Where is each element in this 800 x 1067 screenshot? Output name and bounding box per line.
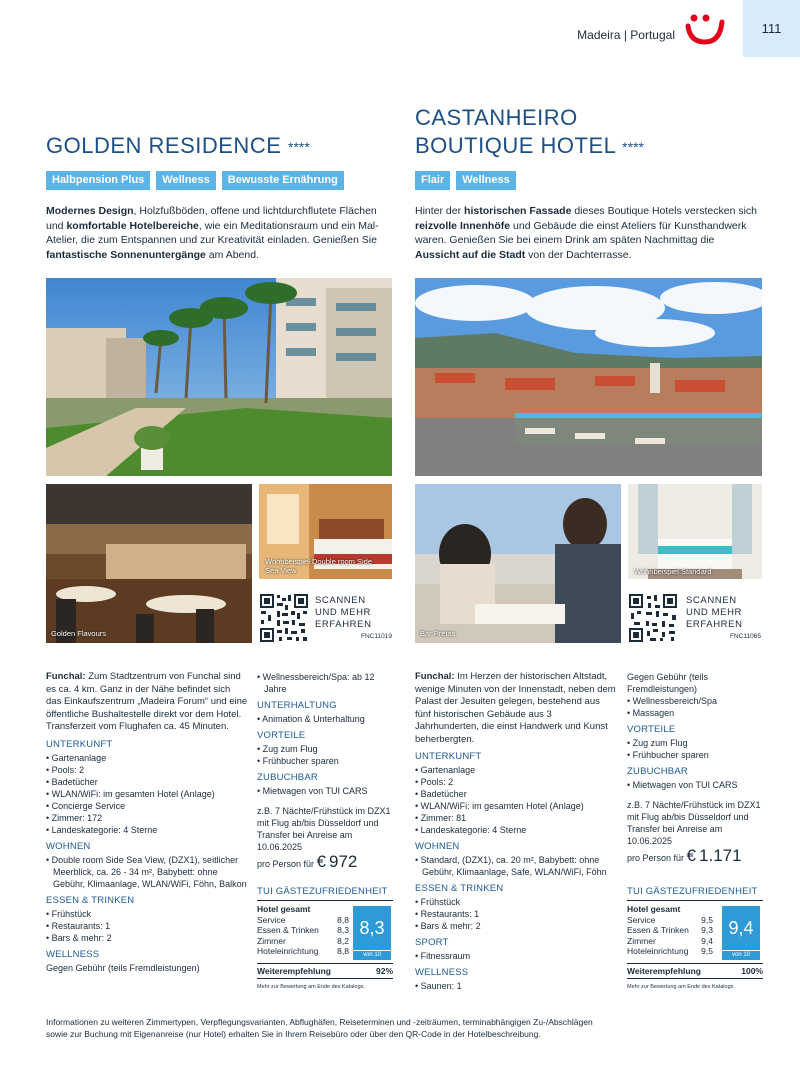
- list-item: • Mietwagen von TUI CARS: [257, 785, 393, 797]
- rating-value: 8,8: [337, 914, 349, 925]
- intro-text: , Holzfußböden, offene und lichtdurchflutete Flächen und: [46, 205, 377, 232]
- location-text: Zum Stadtzentrum von Funchal sind es ca. 4 km. Ganz in der Nähe befindet sich das Einkaufszentrum „Madeira Forum“ und eine öffentliche Bushaltestelle direkt vor dem Hotel. Transferzeit vom Flughafen ca. 45 Minuten.: [46, 671, 248, 732]
- list-item: • Pools: 2: [415, 776, 617, 788]
- recommend-value: 100%: [741, 966, 763, 976]
- hotel-2-rating-title: TUI GÄSTEZUFRIEDENHEIT: [627, 886, 758, 897]
- hotel-2-rating-table: [627, 904, 713, 957]
- list-item: • Zimmer: 172: [46, 812, 248, 824]
- page-number: 111: [743, 0, 800, 57]
- hotel-1-tags: [46, 171, 344, 190]
- hotel-2-rating-note: Mehr zur Bewertung am Ende des Katalogs.: [627, 984, 735, 990]
- footer-note: [46, 1016, 762, 1040]
- hotel-1-scan-label: [315, 595, 372, 631]
- location-label: Funchal:: [46, 671, 86, 682]
- list-item: • Wellnessbereich/Spa: ab 12 Jahre: [257, 671, 393, 695]
- list-item: • Concierge Service: [46, 800, 248, 812]
- divider: [257, 900, 393, 901]
- list-item: • Badetücher: [46, 776, 248, 788]
- list-item: • Frühstück: [415, 896, 617, 908]
- hotel-1-fnc-code: FNC11019: [361, 633, 392, 640]
- price-line: [257, 852, 393, 871]
- scan-line: ERFAHREN: [686, 619, 743, 630]
- rating-label: Essen & Trinken: [627, 925, 689, 935]
- tag: Halbpension Plus: [46, 171, 150, 190]
- intro-bold: Aussicht auf die Stadt: [415, 248, 526, 261]
- recommend-label: Weiterempfehlung: [627, 966, 701, 976]
- hotel-2-info-right: [627, 671, 763, 864]
- rating-value: 8,3: [337, 925, 349, 935]
- hotel-2-main-photo: [415, 278, 762, 476]
- list-item: • Wellnessbereich/Spa: [627, 695, 763, 707]
- hotel-2-stars: ****: [622, 139, 644, 156]
- hotel-1-recommendation: [257, 963, 393, 979]
- list-item: • Frühstück: [46, 908, 248, 920]
- hotel-2-info-left: [415, 671, 617, 992]
- list-item: • Massagen: [627, 707, 763, 719]
- section-title: UNTERKUNFT: [415, 751, 482, 762]
- list-item: • Standard, (DZX1), ca. 20 m², Babybett: ohne Gebühr, Klimaanlage, Safe, WLAN/WiFi, Föhn: [415, 854, 617, 878]
- hotel-1-name: GOLDEN RESIDENCE: [46, 133, 282, 158]
- list-item: • Landeskategorie: 4 Sterne: [46, 824, 248, 836]
- list-item: • Landeskategorie: 4 Sterne: [415, 824, 617, 836]
- hotel-2-tags: [415, 171, 516, 190]
- intro-text: Hinter der: [415, 205, 465, 217]
- section-title: ESSEN & TRINKEN: [46, 894, 135, 906]
- list-item: • Bars & mehr: 2: [415, 920, 617, 932]
- price-prefix: pro Person für: [257, 859, 315, 869]
- section-title: UNTERHALTUNG: [257, 700, 337, 711]
- tag: Wellness: [456, 171, 516, 190]
- tag: Bewusste Ernährung: [222, 171, 344, 190]
- list-item: • Saunen: 1: [415, 980, 617, 992]
- price-value: 972: [329, 852, 358, 871]
- rating-value: 9,4: [701, 935, 713, 946]
- hotel-2-intro: [415, 204, 760, 262]
- rating-label: Essen & Trinken: [257, 925, 319, 935]
- hotel-1-score-badge: [353, 906, 391, 960]
- intro-bold: fantastische Sonnenuntergänge: [46, 248, 206, 261]
- hotel-2-recommendation: [627, 963, 763, 979]
- rating-total-label: Hotel gesamt: [257, 904, 311, 914]
- section-title: ZUBUCHBAR: [257, 772, 318, 783]
- intro-text: dieses Boutique Hotels verstecken sich: [571, 205, 758, 217]
- rating-value: 9,5: [701, 914, 713, 925]
- rating-value: 8,2: [337, 935, 349, 946]
- hotel-2-name-line1: CASTANHEIRO: [415, 105, 578, 130]
- section-title: ESSEN & TRINKEN: [415, 883, 504, 894]
- section-title: WOHNEN: [415, 841, 460, 852]
- price-currency: €: [316, 852, 327, 871]
- location-label: Funchal:: [415, 671, 455, 682]
- rating-label: Hoteleinrichtung: [627, 946, 689, 956]
- hotel-2-caption-room: Wohnbeispiel Standard: [634, 567, 712, 576]
- recommend-value: 92%: [375, 966, 393, 976]
- price-value: 1.171: [699, 846, 742, 865]
- section-title: UNTERKUNFT: [46, 738, 113, 750]
- rating-label: Zimmer: [257, 935, 286, 946]
- hotel-2-name-line2: BOUTIQUE HOTEL: [415, 133, 616, 158]
- price-example: z.B. 7 Nächte/Frühstück im DZX1 mit Flug ab/bis Düsseldorf und Transfer bei Anreise am 10.06.2025: [257, 806, 391, 852]
- intro-bold: Modernes Design: [46, 205, 134, 217]
- intro-text: am Abend.: [205, 248, 259, 261]
- tui-logo: [684, 12, 726, 48]
- list-item: • Frühbucher sparen: [627, 749, 763, 761]
- divider: [627, 900, 763, 901]
- rating-label: Hoteleinrichtung: [257, 946, 319, 956]
- hotel-1-rating-title: TUI GÄSTEZUFRIEDENHEIT: [257, 886, 388, 897]
- hotel-1-title: [46, 132, 310, 161]
- location-text: Im Herzen der historischen Altstadt, wenige Minuten von der Innenstadt, neben dem Palast der Jesuiten gelegen, bestehend aus fünf historischen Gebäude aus 3 Jahrhunderten, die einst Handwerk und Kunst beherbergten.: [415, 671, 616, 745]
- hotel-1-stars: ****: [288, 139, 310, 156]
- rating-value: 9,3: [701, 925, 713, 935]
- hotel-2-score-badge: [722, 906, 760, 960]
- section-title: WOHNEN: [46, 840, 91, 852]
- hotel-1-intro: [46, 204, 386, 262]
- wellness-text: Gegen Gebühr (teils Fremdleistungen): [46, 962, 200, 973]
- tag: Flair: [415, 171, 450, 190]
- tag: Wellness: [156, 171, 216, 190]
- section-title: WELLNESS: [46, 948, 100, 960]
- section-title: ZUBUCHBAR: [627, 766, 688, 777]
- scan-line: SCANNEN: [686, 595, 737, 606]
- price-prefix: pro Person für: [627, 853, 685, 863]
- hotel-2-title: [415, 104, 644, 161]
- hotel-1-rating-table: [257, 904, 349, 957]
- score-value: 8,3: [353, 906, 391, 950]
- scan-line: UND MEHR: [686, 607, 742, 618]
- list-item: • Bars & mehr: 2: [46, 932, 248, 944]
- list-item: • Mietwagen von TUI CARS: [627, 779, 763, 791]
- intro-text: und Gebäude die einst Ateliers für Kunsthandwerk waren. Genießen Sie bei einem Drink am späten Nachmittag die: [415, 219, 747, 246]
- list-item: • Gartenanlage: [46, 752, 248, 764]
- list-item: • Pools: 2: [46, 764, 248, 776]
- list-item: • WLAN/WiFi: im gesamten Hotel (Anlage): [415, 800, 617, 812]
- intro-bold: historischen Fassade: [464, 205, 572, 217]
- list-item: • Restaurants: 1: [46, 920, 248, 932]
- list-item: • Frühbucher sparen: [257, 755, 393, 767]
- list-item: • Gartenanlage: [415, 764, 617, 776]
- section-title: VORTEILE: [627, 724, 676, 735]
- footer-line: Informationen zu weiteren Zimmertypen, Verpflegungsvarianten, Abflughäfen, Reiseterminen und -zeiträumen, terminabhängigen Zu-/Abschlägen: [46, 1017, 593, 1027]
- score-scale: von 10: [722, 951, 760, 960]
- hotel-2-scan-label: [686, 595, 743, 631]
- section-title: SPORT: [415, 937, 449, 948]
- wellness-text: Gegen Gebühr (teils Fremdleistungen): [627, 672, 709, 694]
- price-example: z.B. 7 Nächte/Frühstück im DZX1 mit Flug ab/bis Düsseldorf und Transfer bei Anreise am 10.06.2025: [627, 800, 761, 846]
- hotel-1-restaurant-photo: [46, 484, 252, 643]
- hotel-1-rating-note: Mehr zur Bewertung am Ende des Katalogs.: [257, 984, 365, 990]
- list-item: • Zug zum Flug: [627, 737, 763, 749]
- hotel-1-main-photo: [46, 278, 392, 476]
- rating-label: Zimmer: [627, 935, 656, 946]
- list-item: • WLAN/WiFi: im gesamten Hotel (Anlage): [46, 788, 248, 800]
- recommend-label: Weiterempfehlung: [257, 966, 331, 976]
- footer-line: sowie zur Buchung mit Eigenanreise (nur Hotel) erhalten Sie in Ihrem Reisebüro oder über den QR-Code in der Hotelbeschreibung.: [46, 1029, 541, 1039]
- list-item: • Double room Side Sea View, (DZX1), seitlicher Meerblick, ca. 26 - 34 m², Babybett: ohne Gebühr, Klimaanlage, WLAN/WiFi, Föhn, Balkon: [46, 854, 248, 890]
- price-line: [627, 846, 763, 865]
- rating-label: Service: [627, 914, 656, 925]
- list-item: • Restaurants: 1: [415, 908, 617, 920]
- intro-bold: komfortable Hotelbereiche: [66, 219, 199, 232]
- hotel-1-info-left: [46, 671, 248, 974]
- region-label: Madeira | Portugal: [577, 28, 675, 42]
- scan-line: UND MEHR: [315, 607, 371, 618]
- hotel-1-caption-room: Wohnbeispiel Double room Side Sea View: [265, 557, 373, 575]
- list-item: • Zug zum Flug: [257, 743, 393, 755]
- scan-line: ERFAHREN: [315, 619, 372, 630]
- hotel-1-qr-code[interactable]: [259, 593, 309, 643]
- list-item: • Badetücher: [415, 788, 617, 800]
- intro-text: von der Dachterrasse.: [525, 248, 632, 261]
- section-title: WELLNESS: [415, 967, 469, 978]
- score-value: 9,4: [722, 906, 760, 950]
- price-currency: €: [686, 846, 697, 865]
- rating-label: Service: [257, 914, 286, 925]
- score-scale: von 10: [353, 951, 391, 960]
- rating-value: 8,8: [337, 946, 349, 956]
- scan-line: SCANNEN: [315, 595, 366, 606]
- list-item: • Animation & Unterhaltung: [257, 713, 393, 725]
- section-title: VORTEILE: [257, 730, 306, 741]
- hotel-1-info-right: [257, 671, 393, 870]
- rating-value: 9,5: [701, 946, 713, 956]
- hotel-2-qr-code[interactable]: [628, 593, 678, 643]
- hotel-2-caption-bar: Bar Pretas: [420, 629, 456, 638]
- list-item: • Zimmer: 81: [415, 812, 617, 824]
- intro-bold: reizvolle Innenhöfe: [415, 219, 511, 232]
- intro-text: , wie ein Meditationsraum und ein Mal-Atelier, die zum Entspannen und zur Kreativität einladen. Genießen Sie: [46, 219, 379, 246]
- hotel-2-location: [415, 671, 617, 746]
- hotel-2-fnc-code: FNC11065: [730, 633, 761, 640]
- hotel-2-room-photo: [628, 484, 762, 579]
- list-item: • Fitnessraum: [415, 950, 617, 962]
- rating-total-label: Hotel gesamt: [627, 904, 681, 914]
- hotel-1-caption-restaurant: Golden Flavours: [51, 629, 107, 638]
- hotel-2-bar-photo: [415, 484, 621, 643]
- hotel-1-location: [46, 671, 248, 734]
